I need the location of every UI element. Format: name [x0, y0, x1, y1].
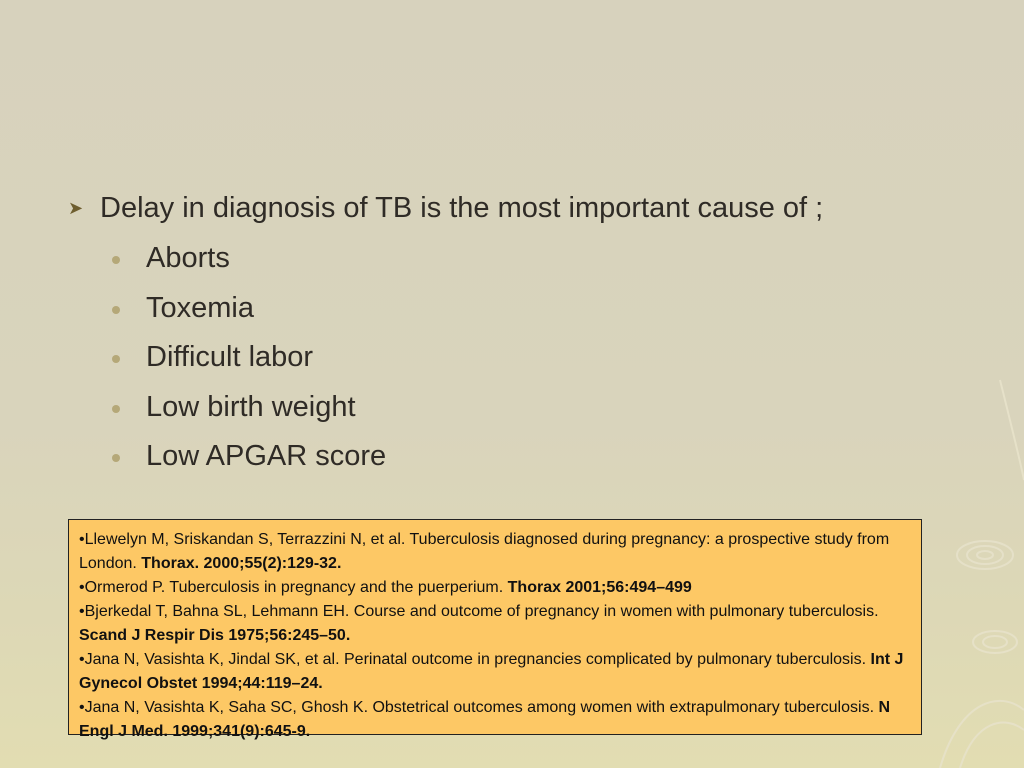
references-box [68, 519, 922, 740]
reference-text: •Jana N, Vasishta K, Saha SC, Ghosh K. Obstetrical outcomes among women with extrapulmonary tuberculosis. [79, 699, 879, 716]
reference-source: Thorax 2001;56:494–499 [507, 579, 692, 596]
sub-bullet-text: Toxemia [146, 291, 254, 324]
reference-source: Scand J Respir Dis 1975;56:245–50. [79, 627, 351, 644]
sub-bullet-item [112, 383, 386, 433]
reference-item [79, 528, 917, 576]
reference-item [79, 576, 917, 600]
reference-item [79, 648, 917, 696]
sub-bullet-item [112, 284, 386, 334]
reference-source: Int J Gynecol Obstet 1994;44:119–24. [79, 651, 904, 692]
dot-bullet-icon [112, 256, 120, 264]
sub-bullet-text: Low birth weight [146, 390, 356, 423]
arrowhead-bullet-icon: ➤ [68, 198, 84, 218]
dot-bullet-icon [112, 454, 120, 462]
sub-bullet-text: Difficult labor [146, 341, 314, 374]
sub-bullet-text: Aborts [146, 242, 230, 275]
reference-source: Thorax. 2000;55(2):129-32. [141, 555, 342, 572]
sub-bullet-item [112, 333, 386, 383]
sub-bullet-text: Low APGAR score [146, 440, 387, 473]
reference-item [79, 696, 917, 744]
reference-item [79, 600, 917, 648]
reference-source: N Engl J Med. 1999;341(9):645-9. [79, 699, 891, 740]
dot-bullet-icon [112, 355, 120, 363]
reference-text: •Jana N, Vasishta K, Jindal SK, et al. Perinatal outcome in pregnancies complicated by pulmonary tuberculosis. [79, 651, 871, 668]
sub-bullet-list [112, 234, 386, 482]
main-bullet-text: Delay in diagnosis of TB is the most important cause of ; [100, 192, 824, 224]
reference-text: •Ormerod P. Tuberculosis in pregnancy and the puerperium. [79, 579, 508, 596]
reference-text: •Bjerkedal T, Bahna SL, Lehmann EH. Course and outcome of pregnancy in women with pulmonary tuberculosis. [79, 603, 879, 620]
dot-bullet-icon [112, 405, 120, 413]
main-bullet [68, 188, 823, 228]
sub-bullet-item [112, 234, 386, 284]
reference-text: •Llewelyn M, Sriskandan S, Terrazzini N, et al. Tuberculosis diagnosed during pregnancy: a prospective study from London. [79, 531, 890, 572]
sub-bullet-item [112, 432, 386, 482]
dot-bullet-icon [112, 306, 120, 314]
